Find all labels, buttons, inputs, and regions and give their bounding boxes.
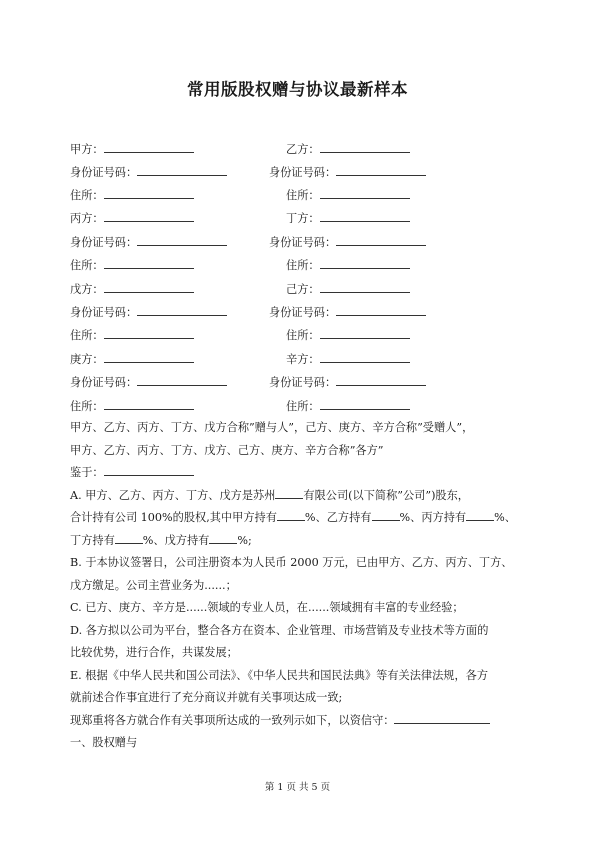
recital-b-line: B. 于本协议签署日，公司注册资本为人民币 2000 万元，已由甲方、乙方、丙方、丁方、 xyxy=(70,556,513,569)
body-line: 甲方、乙方、丙方、丁方、戊方、己方、庚方、辛方合称”各方” xyxy=(70,443,384,457)
party-field-left xyxy=(70,302,227,323)
recitals-label: 鉴于： xyxy=(70,466,104,479)
recital-d-line: 比较优势，进行合作，共谋发展； xyxy=(70,646,238,659)
party-field-left xyxy=(70,349,194,370)
party-label: 住所： xyxy=(70,329,104,342)
blank-line[interactable] xyxy=(466,507,494,521)
blank-line[interactable] xyxy=(104,208,194,222)
text-run: 丁方持有 xyxy=(70,533,115,547)
party-field-right xyxy=(269,162,426,183)
blank-line[interactable] xyxy=(320,139,410,153)
agreement-body xyxy=(70,417,528,755)
text-run: %、丙方持有 xyxy=(399,511,467,524)
party-label: 丙方： xyxy=(70,212,104,225)
party-field-left xyxy=(70,232,227,253)
party-field-right xyxy=(269,372,426,393)
text-run: %、 xyxy=(494,511,516,524)
blank-line[interactable] xyxy=(336,302,426,316)
text-run: 合计持有公司 100%的股权,其中甲方持有 xyxy=(70,511,277,524)
recital-e-line: 就前述合作事宜进行了充分商议并就有关事项达成一致; xyxy=(70,691,343,704)
party-label: 住所： xyxy=(70,400,104,413)
recital-a-line xyxy=(70,530,528,553)
party-label: 甲方： xyxy=(70,143,104,156)
party-label: 身份证号码： xyxy=(269,166,337,179)
blank-line[interactable] xyxy=(137,372,227,386)
recital-c-line: C. 已方、庚方、辛方是......领域的专业人员，在......领域拥有丰富的专业经验； xyxy=(70,601,464,614)
blank-line[interactable] xyxy=(320,208,410,222)
blank-line[interactable] xyxy=(104,462,194,476)
page-footer: 第 1 页 共 5 页 xyxy=(264,782,331,793)
blank-line[interactable] xyxy=(209,530,237,544)
blank-line[interactable] xyxy=(320,396,410,410)
document-title: 常用版股权赠与协议最新样本 xyxy=(187,80,408,99)
party-field-left xyxy=(70,162,227,183)
recital-b-line: 戊方缴足。公司主营业务为......； xyxy=(70,578,237,592)
party-row xyxy=(70,396,530,416)
statement-line xyxy=(70,710,528,733)
blank-line[interactable] xyxy=(320,255,410,269)
party-label: 戊方： xyxy=(70,283,104,296)
party-label: 住所： xyxy=(70,259,104,272)
party-row xyxy=(70,279,530,299)
recital-d-line: D. 各方拟以公司为平台，整合各方在资本、企业管理、市场营销及专业技术等方面的 xyxy=(70,623,489,637)
party-row xyxy=(70,349,530,369)
party-field-left xyxy=(70,396,194,417)
text-run: 现郑重将各方就合作有关事项所达成的一致列示如下，以资信守： xyxy=(70,713,395,727)
party-row xyxy=(70,255,530,275)
party-label: 住所： xyxy=(286,189,320,202)
party-field-left xyxy=(70,185,194,206)
party-field-right xyxy=(286,255,410,276)
party-label: 身份证号码： xyxy=(269,376,337,389)
party-field-right xyxy=(286,396,410,417)
party-label: 丁方： xyxy=(286,212,320,225)
text-run: A. 甲方、乙方、丙方、丁方、戊方是苏州 xyxy=(70,488,276,502)
party-field-left xyxy=(70,279,194,300)
party-field-right xyxy=(286,185,410,206)
blank-line[interactable] xyxy=(277,507,305,521)
blank-line[interactable] xyxy=(320,185,410,199)
blank-line[interactable] xyxy=(336,162,426,176)
party-field-right xyxy=(269,302,426,323)
blank-line[interactable] xyxy=(104,279,194,293)
party-label: 身份证号码： xyxy=(269,236,337,249)
blank-line[interactable] xyxy=(115,530,143,544)
body-line: 甲方、乙方、丙方、丁方、戊方合称”赠与人”，己方、庚方、辛方合称”受赠人”， xyxy=(70,421,474,434)
party-field-left xyxy=(70,372,227,393)
party-field-right xyxy=(286,139,410,160)
blank-line[interactable] xyxy=(320,325,410,339)
text-run: 有限公司(以下简称”公司”)股东， xyxy=(303,488,469,502)
blank-line[interactable] xyxy=(104,185,194,199)
blank-line[interactable] xyxy=(372,507,400,521)
party-label: 己方： xyxy=(286,283,320,296)
text-run: %; xyxy=(237,533,252,547)
party-field-right xyxy=(286,279,410,300)
party-label: 住所： xyxy=(286,259,320,272)
recitals-heading xyxy=(70,462,528,485)
party-label: 身份证号码： xyxy=(70,166,138,179)
party-field-left xyxy=(70,325,194,346)
party-field-left xyxy=(70,139,194,160)
party-row xyxy=(70,185,530,205)
party-label: 住所： xyxy=(286,329,320,342)
party-label: 身份证号码： xyxy=(70,236,138,249)
party-label: 住所： xyxy=(286,400,320,413)
party-label: 庚方： xyxy=(70,353,104,366)
blank-line[interactable] xyxy=(104,396,194,410)
blank-line[interactable] xyxy=(320,279,410,293)
text-run: %、乙方持有 xyxy=(304,511,372,524)
party-label: 身份证号码： xyxy=(70,306,138,319)
party-label: 辛方： xyxy=(286,353,320,366)
party-label: 身份证号码： xyxy=(70,376,138,389)
party-row xyxy=(70,302,530,322)
text-run: %、戊方持有 xyxy=(142,533,210,547)
party-row xyxy=(70,232,530,252)
section-heading: 一、股权赠与 xyxy=(70,736,138,749)
party-field-right xyxy=(269,232,426,253)
blank-line[interactable] xyxy=(104,255,194,269)
party-row xyxy=(70,372,530,392)
blank-line[interactable] xyxy=(137,232,227,246)
party-row xyxy=(70,139,530,159)
blank-line[interactable] xyxy=(137,302,227,316)
party-field-left xyxy=(70,208,194,229)
party-label: 乙方： xyxy=(286,143,320,156)
recital-e-line: E. 根据《中华人民共和国公司法》、《中华人民共和国民法典》等有关法律法规，各方 xyxy=(70,668,489,682)
party-label: 身份证号码： xyxy=(269,306,337,319)
recital-a-line xyxy=(70,485,528,508)
party-row xyxy=(70,208,530,228)
recital-a-line xyxy=(70,507,528,530)
blank-line[interactable] xyxy=(275,485,303,499)
party-row xyxy=(70,162,530,182)
blank-line[interactable] xyxy=(104,349,194,363)
party-field-right xyxy=(286,208,410,229)
party-label: 住所： xyxy=(70,189,104,202)
party-field-right xyxy=(286,349,410,370)
blank-line[interactable] xyxy=(104,139,194,153)
blank-line[interactable] xyxy=(137,162,227,176)
blank-line[interactable] xyxy=(104,325,194,339)
party-field-left xyxy=(70,255,194,276)
blank-line[interactable] xyxy=(336,232,426,246)
blank-line[interactable] xyxy=(336,372,426,386)
blank-line[interactable] xyxy=(394,710,490,724)
blank-line[interactable] xyxy=(320,349,410,363)
party-field-right xyxy=(286,325,410,346)
party-row xyxy=(70,325,530,345)
